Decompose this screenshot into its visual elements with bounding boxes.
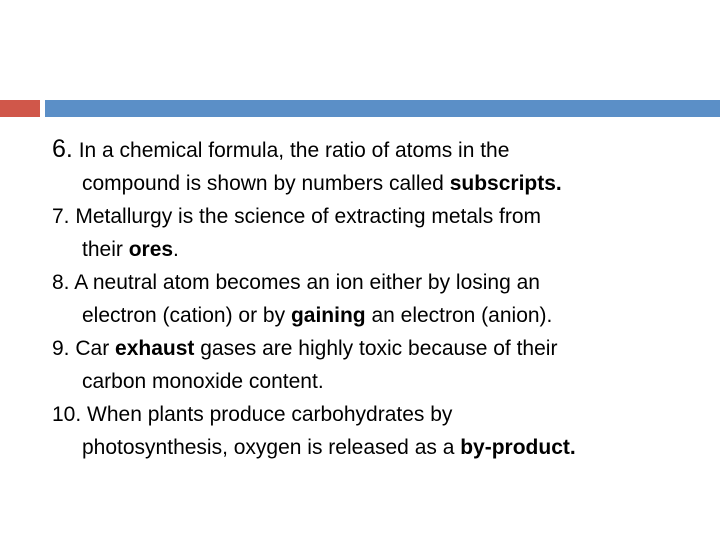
item-keyword: ores xyxy=(128,238,174,261)
item-text: gases are highly toxic because of their xyxy=(194,337,558,360)
item-text: Car xyxy=(69,337,116,360)
item-text: electron (cation) or by xyxy=(82,304,291,327)
item-keyword: gaining xyxy=(290,304,366,327)
item-text: carbon monoxide content. xyxy=(82,370,324,393)
item-number: 8. xyxy=(52,271,70,294)
item-number: 6. xyxy=(52,135,73,163)
item-number: 9. xyxy=(52,337,70,360)
item-text: their xyxy=(82,238,129,261)
item-text: . xyxy=(173,238,179,261)
item-text: an electron (anion). xyxy=(365,304,553,327)
item-number: 7. xyxy=(52,205,70,228)
item-text: photosynthesis, oxygen is released as a xyxy=(82,436,461,459)
item-text: In a chemical formula, the ratio of atoms in the xyxy=(72,139,510,162)
item-text: A neutral atom becomes an ion either by losing an xyxy=(69,271,540,294)
list-item-7 xyxy=(52,200,712,266)
item-text: When plants produce carbohydrates by xyxy=(81,403,453,426)
list-item-10 xyxy=(52,398,712,464)
item-number: 10. xyxy=(52,403,82,426)
slide-content xyxy=(52,133,712,464)
list-item-6 xyxy=(52,133,712,200)
title-bar xyxy=(45,100,720,117)
list-item-9 xyxy=(52,332,712,398)
item-keyword: subscripts. xyxy=(449,172,562,195)
list-item-8 xyxy=(52,266,712,332)
accent-bar xyxy=(0,100,40,117)
item-text: compound is shown by numbers called xyxy=(82,172,450,195)
item-keyword: exhaust xyxy=(115,337,195,360)
item-text: Metallurgy is the science of extracting metals from xyxy=(69,205,542,228)
item-keyword: by-product. xyxy=(460,436,576,459)
